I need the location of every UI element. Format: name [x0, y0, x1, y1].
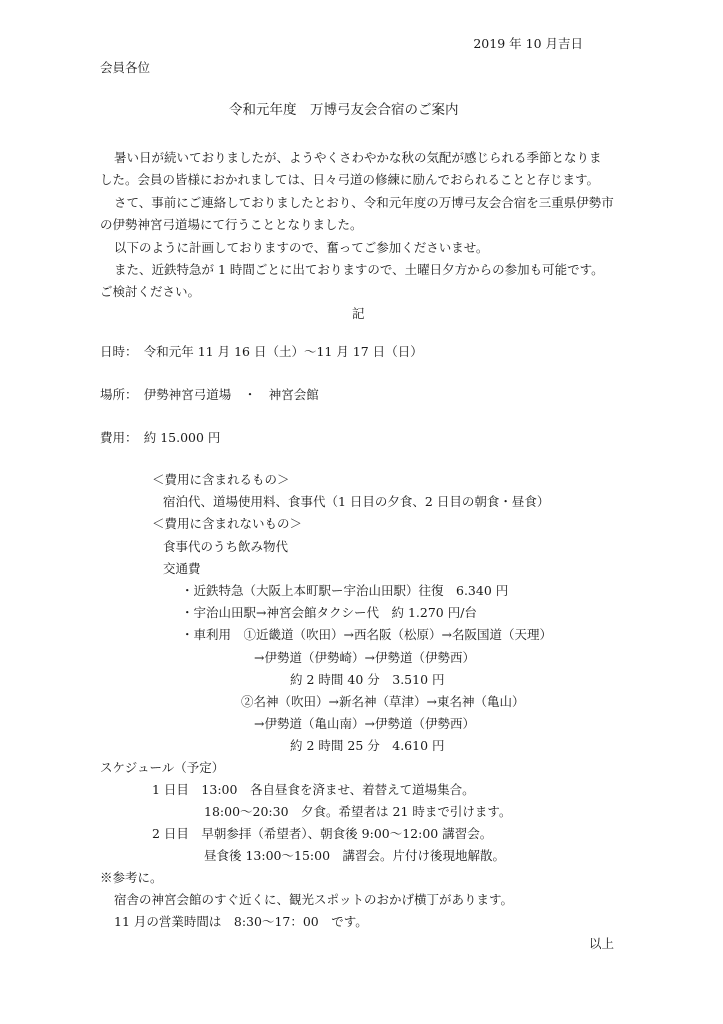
addressee: 会員各位: [100, 60, 151, 75]
transport-line: 約 2 時間 25 分 4.610 円: [290, 738, 445, 753]
schedule-line: 2 日目 早朝参拝（希望者）、朝食後 9:00〜12:00 講習会。: [152, 826, 493, 841]
document-title: 令和元年度 万博弓友会合宿のご案内: [229, 102, 459, 118]
included-text: 宿泊代、道場使用料、食事代（1 日目の夕食、2 日目の朝食・昼食）: [163, 494, 550, 509]
intro-line: 暑い日が続いておりましたが、ようやくさわやかな秋の気配が感じられる季節となりま: [114, 150, 602, 165]
schedule-line: 昼食後 13:00〜15:00 講習会。片付け後現地解散。: [204, 848, 506, 863]
schedule-line: 1 日目 13:00 各自昼食を済ませ、着替えて道場集合。: [152, 782, 475, 797]
transport-line: ・近鉄特急（大阪上本町駅ー宇治山田駅）往復 6.340 円: [181, 583, 509, 598]
schedule-header: スケジュール（予定）: [100, 760, 225, 775]
notes-line: 宿舎の神宮会館のすぐ近くに、観光スポットのおかげ横丁があります。: [114, 892, 514, 907]
ki-mark: 記: [352, 306, 365, 321]
excluded-item: 交通費: [163, 561, 201, 576]
included-header: ＜費用に含まれるもの＞: [152, 472, 290, 487]
transport-line: →伊勢道（亀山南）→伊勢道（伊勢西）: [254, 716, 475, 731]
intro-line: した。会員の皆様におかれましては、日々弓道の修練に励んでおられることと存じます。: [100, 172, 600, 187]
detail-date: 日時： 令和元年 11 月 16 日（土）〜11 月 17 日（日）: [100, 344, 423, 359]
notes-header: ※参考に。: [100, 870, 163, 885]
transport-line: →伊勢道（伊勢崎）→伊勢道（伊勢西）: [254, 650, 475, 665]
notes-line: 11 月の営業時間は 8:30〜17：00 です。: [114, 914, 368, 929]
detail-cost: 費用： 約 15.000 円: [100, 430, 221, 445]
closing-mark: 以上: [589, 936, 615, 951]
intro-line: 以下のように計画しておりますので、奮ってご参加くださいませ。: [114, 240, 489, 255]
intro-line: の伊勢神宮弓道場にて行うこととなりました。: [100, 217, 363, 232]
intro-line: また、近鉄特急が 1 時間ごとに出ておりますので、土曜日夕方からの参加も可能です。: [114, 262, 604, 277]
schedule-line: 18:00〜20:30 夕食。希望者は 21 時まで引けます。: [204, 804, 512, 819]
document-date: 2019 年 10 月吉日: [473, 36, 583, 51]
intro-line: ご検討ください。: [100, 284, 201, 299]
excluded-header: ＜費用に含まれないもの＞: [152, 516, 303, 531]
transport-line: 約 2 時間 40 分 3.510 円: [290, 672, 445, 687]
transport-line: ・車利用 ①近畿道（吹田）→西名阪（松原）→名阪国道（天理）: [181, 627, 552, 642]
intro-line: さて、事前にご連絡しておりましたとおり、令和元年度の万博弓友会合宿を三重県伊勢市: [114, 195, 614, 210]
excluded-item: 食事代のうち飲み物代: [163, 539, 289, 554]
transport-line: ・宇治山田駅→神宮会館タクシー代 約 1.270 円/台: [181, 605, 477, 620]
detail-place: 場所： 伊勢神宮弓道場 ・ 神宮会館: [100, 387, 319, 402]
transport-line: ②名神（吹田）→新名神（草津）→東名神（亀山）: [241, 694, 525, 709]
